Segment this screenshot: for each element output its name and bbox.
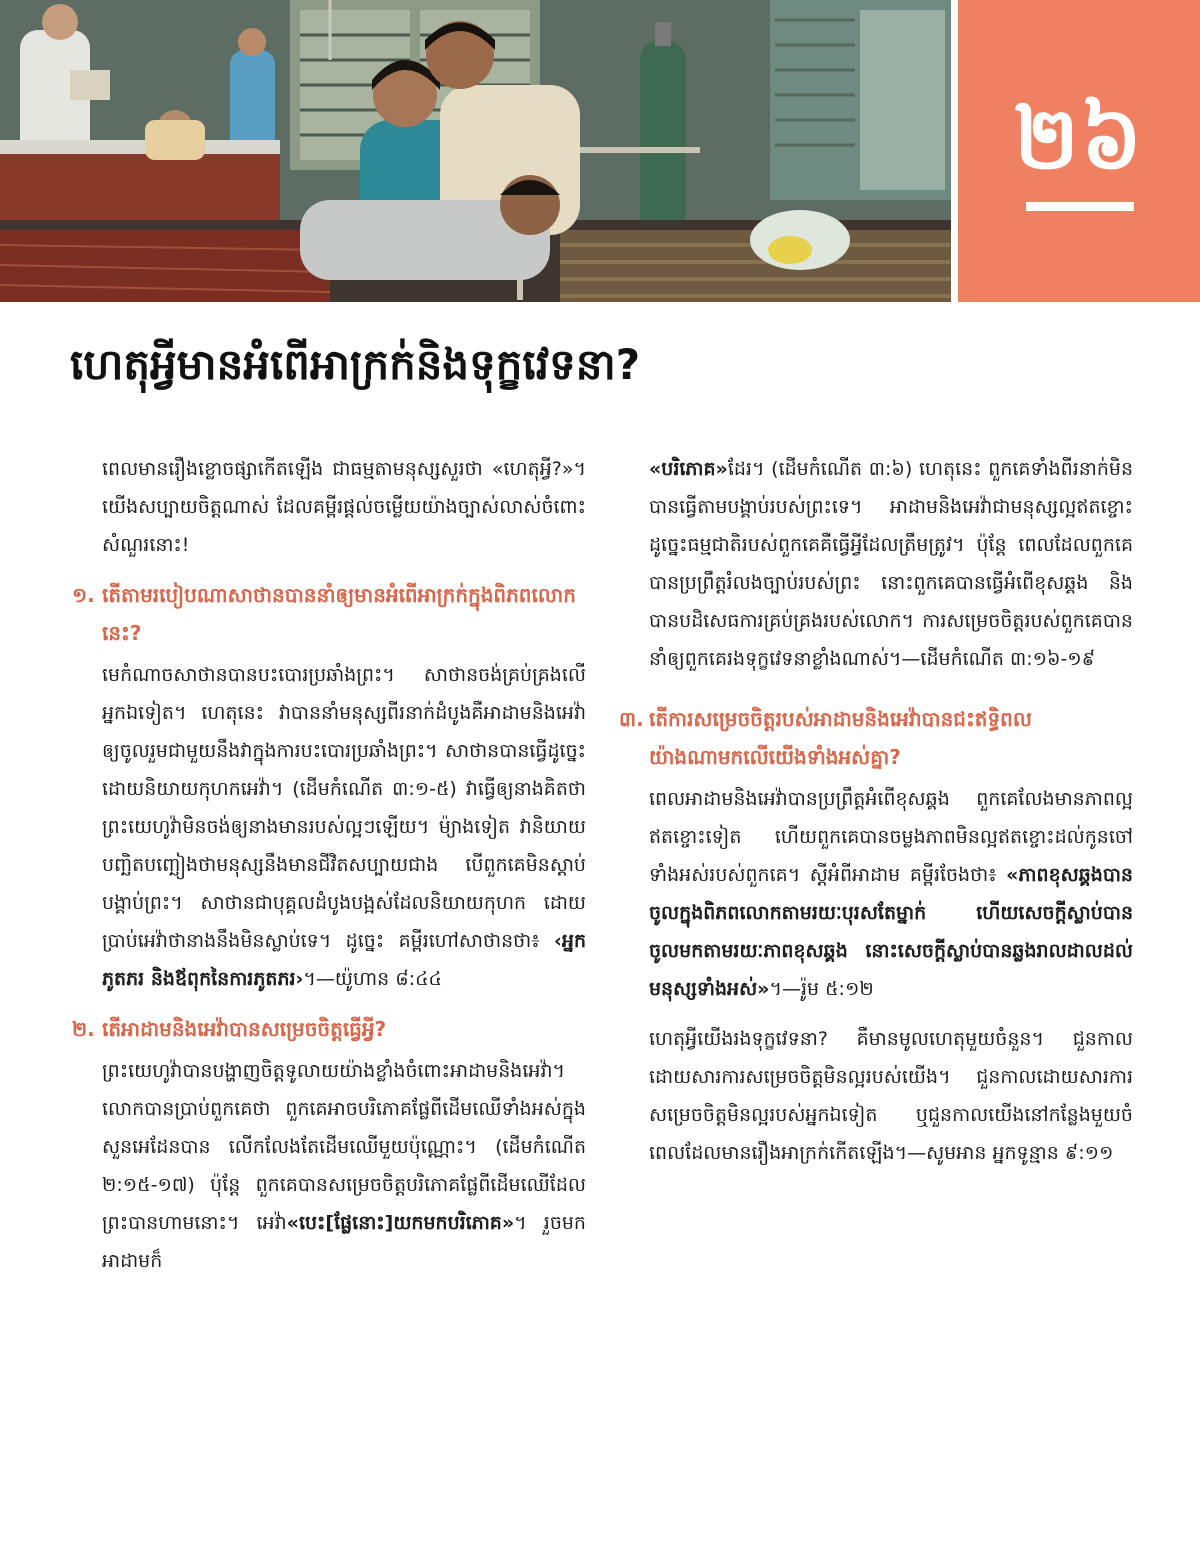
question-number: ១. xyxy=(72,583,95,607)
answer-1-paragraph xyxy=(72,656,586,998)
quote-bold: «បេះ[ផ្លែនោះ]យកមកបរិភោគ» xyxy=(286,1212,515,1234)
question-text: តើអាដាមនិងអេវ៉ាបានសម្រេចចិត្តធ្វើអ្វី? xyxy=(102,1017,387,1041)
left-column xyxy=(72,450,586,1292)
chapter-number: ២៦ xyxy=(1014,89,1144,189)
quote-bold: «បរិភោគ» xyxy=(649,458,728,480)
chapter-tab xyxy=(958,0,1200,302)
answer-text: មេកំណាចសាថានបានបះបោរប្រឆាំងព្រះ។ សាថានចង់គ្រប់គ្រងលើអ្នកឯទៀត។ ហេតុនេះ វាបាននាំមនុស្សពីរនាក់ដំបូងគឺអាដាមនិងអេវ៉ា ឲ្យចូលរួមជាមួយនឹងវាក្នុងការបះបោរប្រឆាំងព្រះ។ សាថានបានធ្វើដូច្នេះដោយនិយាយកុហកអេវ៉ា។ (ដើមកំណើត ៣:១-៥) វាធ្វើឲ្យនាងគិតថាព្រះយេហូវ៉ាមិនចង់ឲ្យនាងមានរបស់ល្អៗឡើយ។ ម៉្យាងទៀត វានិយាយបញ្ឆិតបញ្ឆៀងថាមនុស្សនឹងមានជីវិតសប្បាយជាង បើពួកគេមិនស្ដាប់បង្គាប់ព្រះ។ សាថានជាបុគ្គលដំបូងបង្អស់ដែលនិយាយកុហក ដោយប្រាប់អេវ៉ាថានាងនឹងមិនស្លាប់ទេ។ ដូច្នេះ គម្ពីរហៅសាថានថា៖ xyxy=(102,664,586,952)
question-3-heading xyxy=(619,700,1133,776)
answer-text: ដែរ។ (ដើមកំណើត ៣:៦) ហេតុនេះ ពួកគេទាំងពីរនាក់មិនបានធ្វើតាមបង្គាប់របស់ព្រះទេ។ អាដាមនិងអេវ៉ាជាមនុស្សល្អឥតខ្ចោះ ដូច្នេះធម្មជាតិរបស់ពួកគេគឺធ្វើអ្វីដែលត្រឹមត្រូវ។ ប៉ុន្តែ ពេលដែលពួកគេបានប្រព្រឹត្តរំលងច្បាប់របស់ព្រះ នោះពួកគេបានធ្វើអំពើខុសឆ្គង និងបានបដិសេធការគ្រប់គ្រងរបស់លោក។ ការសម្រេចចិត្តរបស់ពួកគេបាននាំឲ្យពួកគេរងទុក្ខវេទនាខ្លាំងណាស់។—ដើមកំណើត ៣:១៦-១៩ xyxy=(649,458,1133,670)
question-number: ៣. xyxy=(619,707,644,731)
scripture-reference: ។—យ៉ូហាន ៨:៤៤ xyxy=(303,968,442,990)
question-number: ២. xyxy=(72,1017,95,1041)
question-text: តើតាមរបៀបណាសាថានបាននាំឲ្យមានអំពើអាក្រក់ក្នុងពិភពលោកនេះ? xyxy=(102,583,576,645)
quote-bold: ‹អ្នកភូតភរ និងឪពុកនៃការភូតភរ› xyxy=(102,930,586,990)
page-title: ហេតុអ្វីមានអំពើអាក្រក់និងទុក្ខវេទនា? xyxy=(70,340,641,389)
hospital-scene-illustration xyxy=(0,0,951,302)
chapter-underline xyxy=(1026,202,1134,211)
answer-text: ព្រះយេហូវ៉ាបានបង្ហាញចិត្តទូលាយយ៉ាងខ្លាំងចំពោះអាដាមនិងអេវ៉ា។ លោកបានប្រាប់ពួកគេថា ពួកគេអាចបរិភោគផ្លែពីដើមឈើទាំងអស់ក្នុងសួនអេដែនបាន លើកលែងតែដើមឈើមួយប៉ុណ្ណោះ។ (ដើមកំណើត ២:១៥-១៧) ប៉ុន្តែ ពួកគេបានសម្រេចចិត្តបរិភោគផ្លែពីដើមឈើដែលព្រះបានហាមនោះ។ អេវ៉ា xyxy=(102,1060,586,1234)
intro-paragraph: ពេលមានរឿងខ្លោចផ្សាកើតឡើង ជាធម្មតាមនុស្សសួរថា «ហេតុអ្វី?»។ យើងសប្បាយចិត្តណាស់ ដែលគម្ពីរផ្ដល់ចម្លើយយ៉ាងច្បាស់លាស់ចំពោះសំណួរនោះ! xyxy=(102,458,586,556)
question-text: តើការសម្រេចចិត្តរបស់អាដាមនិងអេវ៉ាបានជះឥទ្ធិពលយ៉ាងណាមកលើយើងទាំងអស់គ្នា? xyxy=(649,707,1032,769)
answer-2-paragraph-continued xyxy=(619,450,1133,678)
answer-text: ។ រួចមក អាដាមក៏ xyxy=(102,1212,586,1272)
question-1-heading xyxy=(72,576,586,652)
answer-2-paragraph-start xyxy=(72,1052,586,1280)
scripture-reference: ។—រ៉ូម ៥:១២ xyxy=(769,978,874,1000)
answer-text: ពេលអាដាមនិងអេវ៉ាបានប្រព្រឹត្តអំពើខុសឆ្គង ពួកគេលែងមានភាពល្អឥតខ្ចោះទៀត ហើយពួកគេបានចម្លងភាពមិនល្អឥតខ្ចោះដល់កូនចៅទាំងអស់របស់ពួកគេ។ ស្ដីអំពីអាដាម គម្ពីរចែងថា៖ xyxy=(649,788,1133,886)
question-2-heading xyxy=(72,1010,586,1048)
answer-3-paragraph xyxy=(619,780,1133,1008)
right-column xyxy=(619,450,1133,1184)
hospital-photo xyxy=(0,0,951,302)
quote-bold: «ភាពខុសឆ្គងបានចូលក្នុងពិភពលោកតាមរយៈបុរសតែម្នាក់ ហើយសេចក្ដីស្លាប់បានចូលមកតាមរយៈភាពខុសឆ្គង នោះសេចក្ដីស្លាប់បានឆ្លងរាលដាលដល់មនុស្សទាំងអស់» xyxy=(649,864,1133,1000)
closing-paragraph: ហេតុអ្វីយើងរងទុក្ខវេទនា? គឺមានមូលហេតុមួយចំនួន។ ជួនកាលដោយសារការសម្រេចចិត្តមិនល្អរបស់យើង។ ជួនកាលដោយសារការសម្រេចចិត្តមិនល្អរបស់អ្នកឯទៀត ឬជួនកាលយើងនៅកន្លែងមួយចំពេលដែលមានរឿងអាក្រក់កើតឡើង។—សូមអាន អ្នកទូន្មាន ៩:១១ xyxy=(649,1028,1133,1164)
